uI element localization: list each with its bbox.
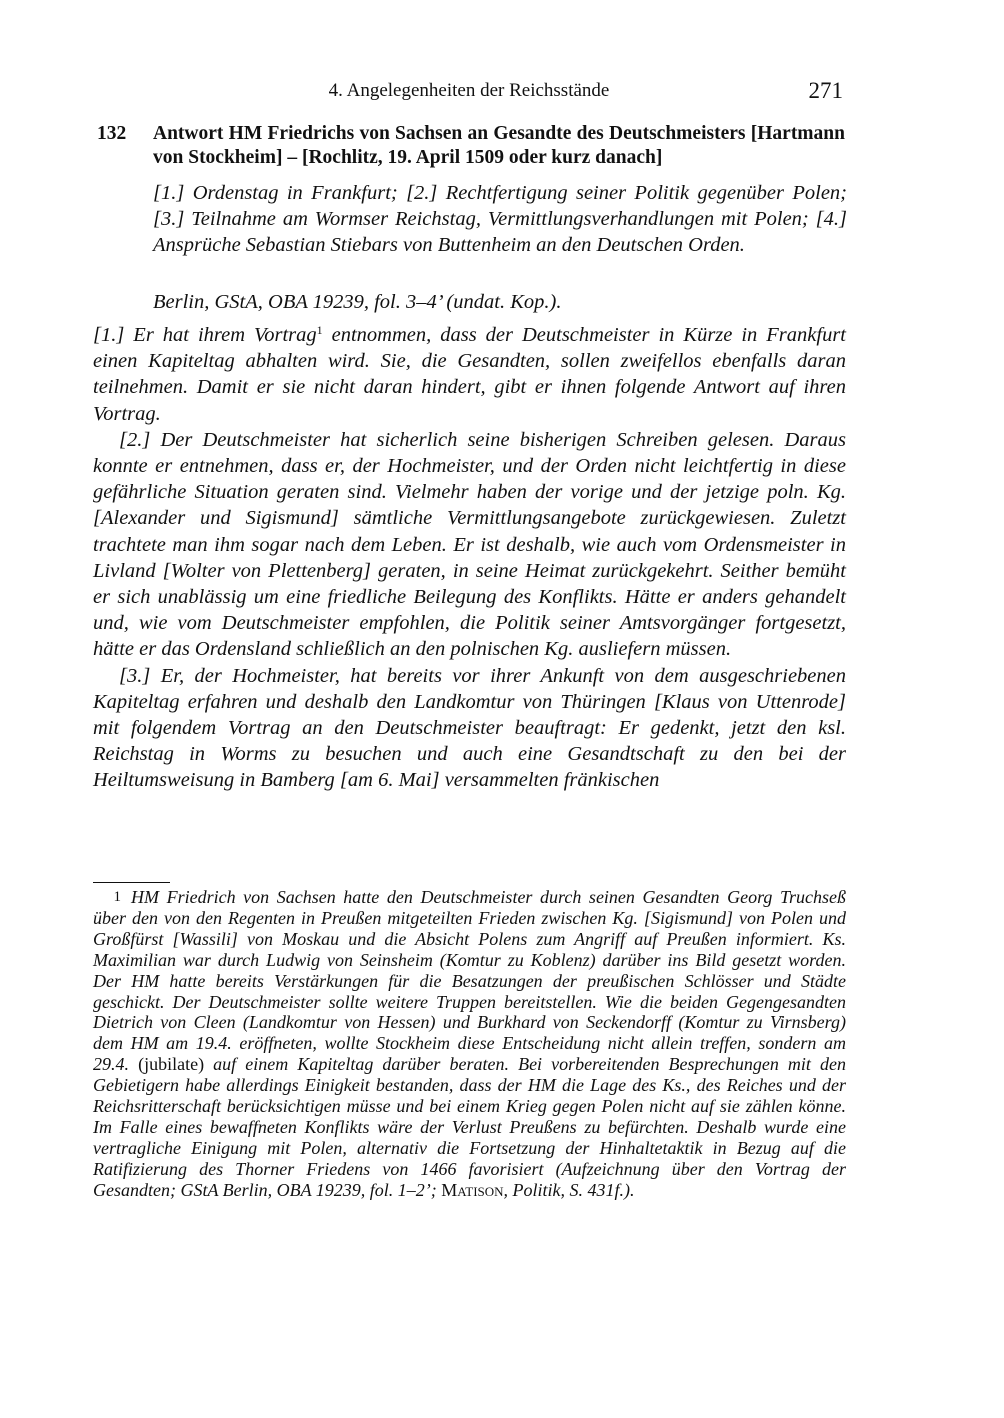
page-number: 271 [808,78,843,103]
body-paragraph-1 [93,322,846,427]
running-head [93,78,845,108]
body-paragraph-1-start: [1.] Er hat ihrem Vortrag [93,324,317,346]
footnote-text-part2: auf einem Kapiteltag darüber beraten. Bei vorbereitenden Besprechungen mit den Gebietigern habe allerdings Einigkeit bestanden, dass der HM die Lage des Ks., des Reiches und der Reichsritterschaft berücksichtigen müsse und bei einem Krieg gegen Polen nicht auf sie zählen könne. Im Falle eines bewaffneten Konflikts wäre der Verlust Preußens zu befürchten. Deshalb wurde eine vertragliche Einigung mit Polen, alternativ die Fortsetzung der Hinhaltetaktik in Bezug auf die Ratifizierung des Thorner Friedens von 1466 favorisiert (Aufzeichnung über den Vortrag der Gesandten; GStA Berlin, OBA 19239, fol. 1–2’; [93,1054,846,1200]
document-number: 132 [97,123,127,144]
document-title: Antwort HM Friedrichs von Sachsen an Gesandte des Deutschmeisters [Hartmann von Stockheim] – [Rochlitz, 19. April 1509 oder kurz danach] [153,123,845,168]
body-paragraph-2: [2.] Der Deutschmeister hat sicherlich seine bisherigen Schreiben gelesen. Daraus konnte er entnehmen, dass er, der Hochmeister, und der Orden nicht leichtfertig in diese gefährliche Situation geraten sind. Vielmehr haben der vorige und der jetzige poln. Kg. [Alexander und Sigismund] sämtliche Vermittlungsangebote zurückgewiesen. Zuletzt trachtete man ihm sogar nach dem Leben. Er ist deshalb, wie auch vom Ordensmeister in Livland [Wolter von Plettenberg] geraten, in seine Heimat zurückgekehrt. Seither bemüht er sich unablässig um eine friedliche Beilegung des Konflikts. Hätte er anders gehandelt und, wie vom Deutschmeister empfohlen, die Politik seiner Amtsvorgänger fortgesetzt, hätte er das Ordensland schließlich an den polnischen Kg. ausliefern müssen. [93,428,846,661]
footnote-upright-text: (jubilate) [138,1054,205,1075]
footnote-1 [93,887,846,1201]
footnote-separator [93,882,170,883]
footnote-text-part1: HM Friedrich von Sachsen hatte den Deutschmeister durch seinen Gesandten Georg Truchseß über den von den Regenten in Preußen mitgeteilten Frieden zwischen Kg. [Sigismund] von Polen und Großfürst [Wassili] von Moskau und die Absicht Polens zum Angriff auf Preußen informiert. Ks. Maximilian war durch Ludwig von Seinsheim (Komtur zu Koblenz) darüber ins Bild gesetzt worden. Der HM hatte bereits Verstärkungen für die Besatzungen der preußischen Schlösser und Städte geschickt. Der Deutschmeister sollte weitere Truppen bereitstellen. Wie die beiden Gegengesandten Dietrich von Cleen (Landkomtur von Hessen) und Burkhard von Seckendorff (Komtur zu Virnsberg) dem HM am 19.4. eröffneten, wollte Stockheim diese Entscheidung nicht allein treffen, sondern am 29.4. [93,887,846,1075]
document-source: Berlin, GStA, OBA 19239, fol. 3–4’ (undat. Kop.). [153,291,562,313]
running-head-title: 4. Angelegenheiten der Reichsstände [328,80,610,101]
document-regest: [1.] Ordenstag in Frankfurt; [2.] Rechtfertigung seiner Politik gegenüber Polen; [3.] Teilnahme am Wormser Reichstag, Vermittlungsverhandlungen mit Polen; [4.] Ansprüche Sebastian Stiebars von Buttenheim an den Deutschen Orden. [153,182,847,257]
body-text [93,322,846,794]
footnote-number: 1 [113,889,121,905]
footnote-reference-1[interactable]: 1 [316,323,323,337]
body-paragraph-1-rest: entnommen, dass der Deutschmeister in Kürze in Frankfurt einen Kapiteltag abhalten wird. Sie, die Gesandten, sollen zweifellos ebenfalls daran teilnehmen. Damit er sie nicht daran hindert, gibt er ihnen folgende Antwort auf ihren Vortrag. [93,324,846,425]
body-paragraph-3: [3.] Er, der Hochmeister, hat bereits vor ihrer Ankunft von dem ausgeschriebenen Kapiteltag erfahren und deshalb den Landkomtur von Thüringen [Klaus von Uttenrode] mit folgendem Vortrag an den Deutschmeister beauftragt: Er gedenkt, jetzt den ksl. Reichstag in Worms zu besuchen und auch eine Gesandtschaft zu den bei der Heiltumsweisung in Bamberg [am 6. Mai] versammelten fränkischen [93,664,846,792]
footnote-text-part3: , Politik, S. 431f.). [503,1179,635,1200]
footnote-author-name: Matison [441,1179,504,1200]
